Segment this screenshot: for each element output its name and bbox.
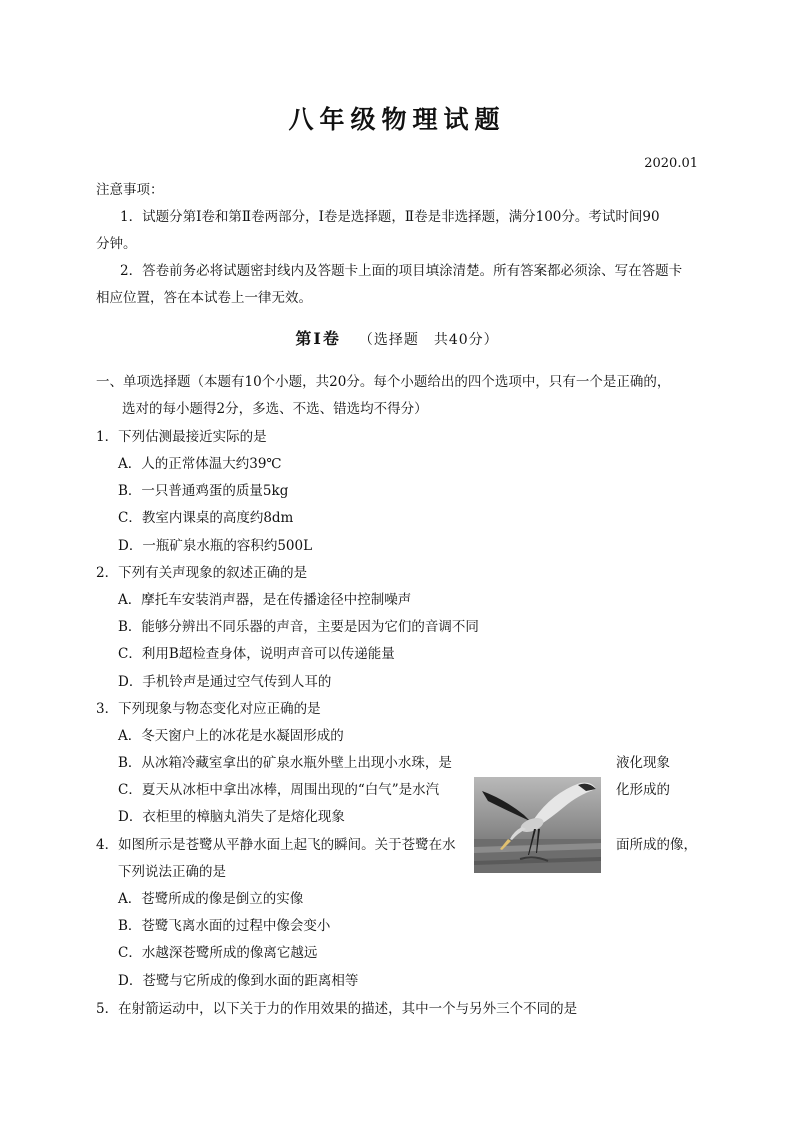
- question-3-option-c-end: 化形成的: [616, 782, 670, 798]
- question-3-option-d: D．衣柜里的樟脑丸消失了是熔化现象: [118, 809, 345, 825]
- question-4-stem: 4．如图所示是苍鹭从平静水面上起飞的瞬间。关于苍鹭在水: [96, 837, 456, 853]
- question-4-option-b: B．苍鹭飞离水面的过程中像会变小: [118, 918, 331, 934]
- question-3-option-b-end: 液化现象: [616, 755, 670, 771]
- question-3-option-a: A．冬天窗户上的冰花是水凝固形成的: [118, 728, 344, 744]
- question-4-option-a: A．苍鹭所成的像是倒立的实像: [118, 891, 304, 907]
- question-4-stem-line-2: 下列说法正确的是: [118, 864, 226, 880]
- section-name: 第Ⅰ卷: [295, 329, 341, 348]
- question-3-option-b: B．从冰箱冷藏室拿出的矿泉水瓶外壁上出现小水珠，是: [118, 755, 452, 771]
- note-2-line-1: 2．答卷前务必将试题密封线内及答题卡上面的项目填涂清楚。所有答案都必须涂、写在答题卡: [120, 263, 683, 279]
- question-1-option-a: A．人的正常体温大约39℃: [118, 456, 282, 472]
- heron-photo: [474, 777, 601, 873]
- question-2-option-c: C．利用B超检查身体，说明声音可以传递能量: [118, 646, 395, 662]
- question-5-stem: 5．在射箭运动中，以下关于力的作用效果的描述，其中一个与另外三个不同的是: [96, 1001, 578, 1017]
- note-1-line-2: 分钟。: [96, 236, 137, 252]
- section-heading: [0, 326, 794, 349]
- question-4-option-c: C．水越深苍鹭所成的像离它越远: [118, 945, 318, 961]
- question-1-option-d: D．一瓶矿泉水瓶的容积约500L: [118, 538, 313, 554]
- notes-heading: 注意事项：: [96, 182, 164, 198]
- part-1-instruction-line-2: 选对的每小题得2分，多选、不选、错选均不得分）: [122, 401, 428, 417]
- question-2-option-a: A．摩托车安装消声器，是在传播途径中控制噪声: [118, 592, 412, 608]
- part-1-instruction-line-1: 一、单项选择题（本题有10个小题，共20分。每个小题给出的四个选项中，只有一个是正确的，: [96, 374, 671, 390]
- question-2-stem: 2．下列有关声现象的叙述正确的是: [96, 565, 308, 581]
- section-subtitle: （选择题 共40分）: [358, 332, 499, 348]
- question-4-stem-end: 面所成的像，: [616, 837, 697, 853]
- question-1-option-b: B．一只普通鸡蛋的质量5kg: [118, 483, 289, 499]
- question-1-option-c: C．教室内课桌的高度约8dm: [118, 510, 294, 526]
- question-4-option-d: D．苍鹭与它所成的像到水面的距离相等: [118, 973, 359, 989]
- note-2-line-2: 相应位置，答在本试卷上一律无效。: [96, 290, 312, 306]
- note-1-line-1: 1．试题分第Ⅰ卷和第Ⅱ卷两部分，Ⅰ卷是选择题，Ⅱ卷是非选择题，满分100分。考试时间90: [120, 209, 660, 225]
- question-3-stem: 3．下列现象与物态变化对应正确的是: [96, 701, 321, 717]
- page-title: 八年级物理试题: [288, 105, 506, 134]
- question-2-option-d: D．手机铃声是通过空气传到人耳的: [118, 674, 332, 690]
- exam-date: 2020.01: [644, 156, 698, 171]
- question-3-option-c: C．夏天从冰柜中拿出冰棒，周围出现的“白气”是水汽: [118, 782, 440, 798]
- question-1-stem: 1．下列估测最接近实际的是: [96, 429, 267, 445]
- question-2-option-b: B．能够分辨出不同乐器的声音，主要是因为它们的音调不同: [118, 619, 479, 635]
